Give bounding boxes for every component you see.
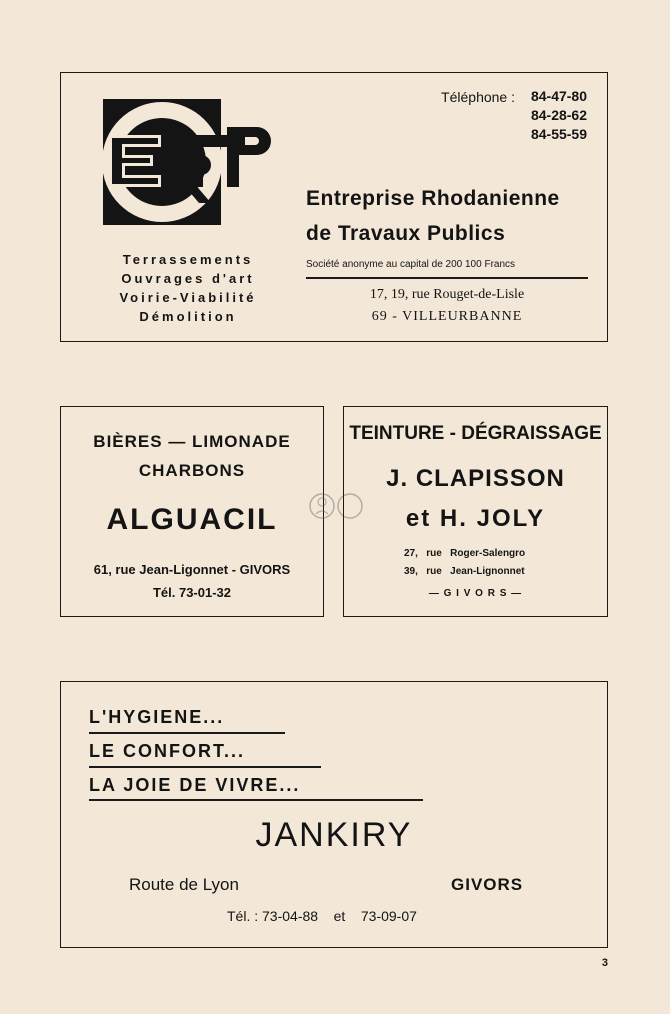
owner-name-2: et H. JOLY — [405, 505, 546, 532]
address-number: 39, — [404, 566, 418, 577]
products-line2: CHARBONS — [138, 461, 246, 480]
owner-name-1: J. CLAPISSON — [386, 465, 565, 492]
address-street: Jean-Lignonnet — [450, 566, 525, 577]
business-name: ALGUACIL — [106, 503, 278, 536]
business-phone: Tél. 73-01-32 — [152, 585, 232, 600]
address-rue: rue — [426, 548, 442, 559]
etrp-advertisement — [60, 72, 608, 342]
phone-number-2: 73-09-07 — [360, 908, 417, 924]
service-item: Démolition — [139, 309, 237, 324]
address-line-1 — [404, 548, 525, 559]
business-address: 61, rue Jean-Ligonnet - GIVORS — [93, 562, 291, 577]
address-street: Roger-Salengro — [450, 548, 526, 559]
address-city: 69 - VILLEURBANNE — [371, 309, 523, 324]
slogan-1: L'HYGIENE... — [89, 707, 225, 727]
address-line-2 — [404, 566, 525, 577]
clapisson-advertisement — [343, 406, 608, 617]
phone-label: Téléphone : — [441, 89, 515, 105]
divider — [306, 277, 588, 279]
etrp-logo — [101, 97, 281, 227]
divider — [89, 766, 321, 768]
phone-number-2: 84-28-62 — [530, 107, 587, 123]
page-number: 3 — [601, 957, 608, 969]
phone-line — [227, 908, 417, 924]
products-line1: BIÈRES — LIMONADE — [93, 432, 291, 451]
company-legal-status: Société anonyme au capital de 200 100 Francs — [306, 259, 516, 270]
city: — G I V O R S — — [428, 588, 523, 599]
phone-number-3: 84-55-59 — [530, 126, 587, 142]
slogan-2: LE CONFORT... — [89, 741, 245, 761]
company-name-line2: de Travaux Publics — [306, 222, 506, 245]
divider — [89, 732, 285, 734]
address-number: 27, — [404, 548, 418, 559]
city: GIVORS — [451, 875, 524, 894]
phone-and: et — [333, 908, 346, 924]
divider — [89, 799, 423, 801]
service-item: Terrassements — [122, 252, 254, 267]
business-name: JANKIRY — [255, 816, 413, 854]
service-item: Ouvrages d'art — [121, 271, 255, 286]
service-item: Voirie-Viabilité — [119, 290, 257, 305]
road: Route de Lyon — [129, 875, 239, 894]
slogan-3: LA JOIE DE VIVRE... — [89, 775, 301, 795]
jankiry-advertisement — [60, 681, 608, 948]
company-name-line1: Entreprise Rhodanienne — [306, 187, 560, 210]
address-street: 17, 19, rue Rouget-de-Lisle — [369, 287, 525, 302]
phone-number-1: 84-47-80 — [530, 88, 587, 104]
service-header: TEINTURE - DÉGRAISSAGE — [349, 423, 602, 444]
address-rue: rue — [426, 566, 442, 577]
alguacil-advertisement — [60, 406, 324, 617]
phone-number-1: Tél. : 73-04-88 — [227, 908, 319, 924]
